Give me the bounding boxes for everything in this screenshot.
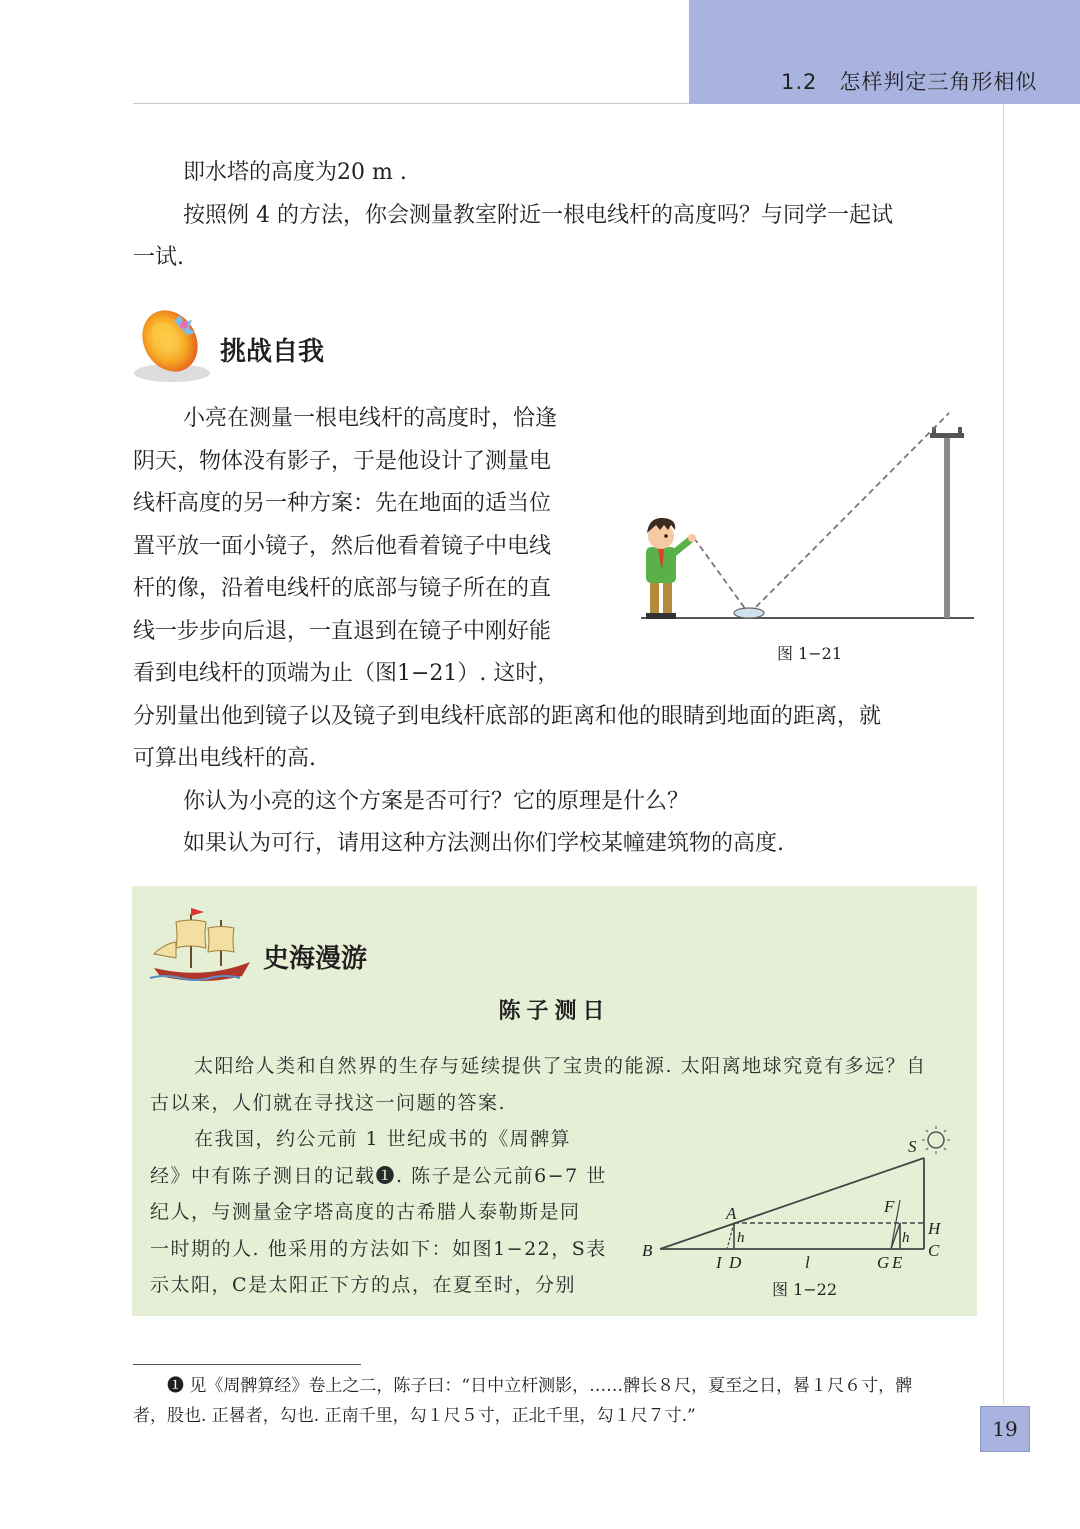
header-divider <box>133 103 689 104</box>
label-I: I <box>716 1253 722 1272</box>
label-A: A <box>726 1204 737 1223</box>
sight-line-pole <box>749 413 949 614</box>
history-line: 示太阳，C是太阳正下方的点，在夏至时，分别 <box>150 1274 577 1296</box>
label-C: C <box>928 1241 940 1260</box>
challenge-line: 小亮在测量一根电线杆的高度时，恰逢 <box>183 406 558 431</box>
label-D: D <box>729 1253 742 1272</box>
story-title: 陈子测日 <box>498 998 611 1024</box>
intro-line: 即水塔的高度为20 m . <box>183 160 407 185</box>
label-B: B <box>642 1241 653 1260</box>
figure-1-22-caption: 图 1−22 <box>772 1280 838 1299</box>
pole <box>944 437 950 618</box>
mirror <box>734 608 764 618</box>
footnote-line: ❶ 见《周髀算经》卷上之二，陈子曰：“日中立杆测影，……髀长８尺，夏至之日，晷１尺６寸，髀 <box>167 1376 913 1396</box>
challenge-question: 你认为小亮的这个方案是否可行？它的原理是什么？ <box>183 788 690 814</box>
challenge-line: 阴天，物体没有影子，于是他设计了测量电 <box>133 448 552 474</box>
intro-line: 一试. <box>133 245 184 270</box>
footnote <box>133 1371 912 1431</box>
section-header: 1.2 怎样判定三角形相似 <box>781 70 1038 94</box>
history-box <box>132 886 977 1316</box>
label-h: h <box>737 1230 745 1246</box>
intro-line: 按照例 4 的方法，你会测量教室附近一根电线杆的高度吗？与同学一起试 <box>183 202 893 228</box>
label-l: l <box>805 1253 810 1272</box>
challenge-badge-icon <box>132 303 212 385</box>
sailing-ship-icon <box>146 904 256 986</box>
history-line: 经》中有陈子测日的记载❶. 陈子是公元前6−7 世 <box>150 1164 607 1187</box>
intro-paragraph <box>133 152 893 280</box>
challenge-line: 线杆高度的另一种方案：先在地面的适当位 <box>133 491 552 516</box>
history-line: 古以来，人们就在寻找这一问题的答案. <box>150 1091 507 1114</box>
history-line: 在我国，约公元前 1 世纪成书的《周髀算 <box>194 1128 572 1150</box>
figure-1-21-caption: 图 1−21 <box>777 644 843 663</box>
boy-figure <box>646 518 696 619</box>
sun-icon <box>928 1132 944 1148</box>
challenge-line: 置平放一面小镜子，然后他看着镜子中电线 <box>133 533 552 559</box>
label-H: H <box>928 1219 941 1238</box>
footnote-line: 者，股也. 正晷者，勾也. 正南千里，勾１尺５寸，正北千里，勾１尺７寸.” <box>133 1406 696 1426</box>
challenge-line: 线一步步向后退，一直退到在镜子中刚好能 <box>133 618 552 644</box>
challenge-question: 如果认为可行，请用这种方法测出你们学校某幢建筑物的高度. <box>183 831 784 856</box>
history-line: 太阳给人类和自然界的生存与延续提供了宝贵的能源. 太阳离地球究竟有多远？自 <box>194 1055 927 1077</box>
page-number: 19 <box>980 1406 1030 1452</box>
figure-1-22 <box>638 1122 968 1272</box>
label-h: h <box>902 1230 910 1246</box>
challenge-line: 看到电线杆的顶端为止（图1−21）. 这时， <box>133 661 560 686</box>
history-title: 史海漫游 <box>263 944 368 974</box>
history-line: 一时期的人. 他采用的方法如下：如图1−22，S表 <box>150 1237 607 1260</box>
label-F: F <box>884 1197 895 1216</box>
history-paragraph-1 <box>150 1048 927 1121</box>
figure-1-21 <box>636 405 981 630</box>
challenge-line: 分别量出他到镜子以及镜子到电线杆底部的距离和他的眼睛到地面的距离，就 <box>133 703 882 729</box>
challenge-line: 可算出电线杆的高. <box>133 746 316 771</box>
challenge-line: 杆的像，沿着电线杆的底部与镜子所在的直 <box>133 576 552 601</box>
sight-line-eye <box>694 538 749 614</box>
label-G: G <box>877 1253 890 1272</box>
history-line: 纪人，与测量金字塔高度的古希腊人泰勒斯是同 <box>150 1201 581 1223</box>
right-margin-rule <box>1003 104 1004 1404</box>
label-S: S <box>908 1137 917 1156</box>
history-paragraph-2 <box>150 1121 607 1304</box>
challenge-title: 挑战自我 <box>220 337 325 367</box>
label-E: E <box>892 1253 903 1272</box>
footnote-rule <box>133 1364 361 1365</box>
